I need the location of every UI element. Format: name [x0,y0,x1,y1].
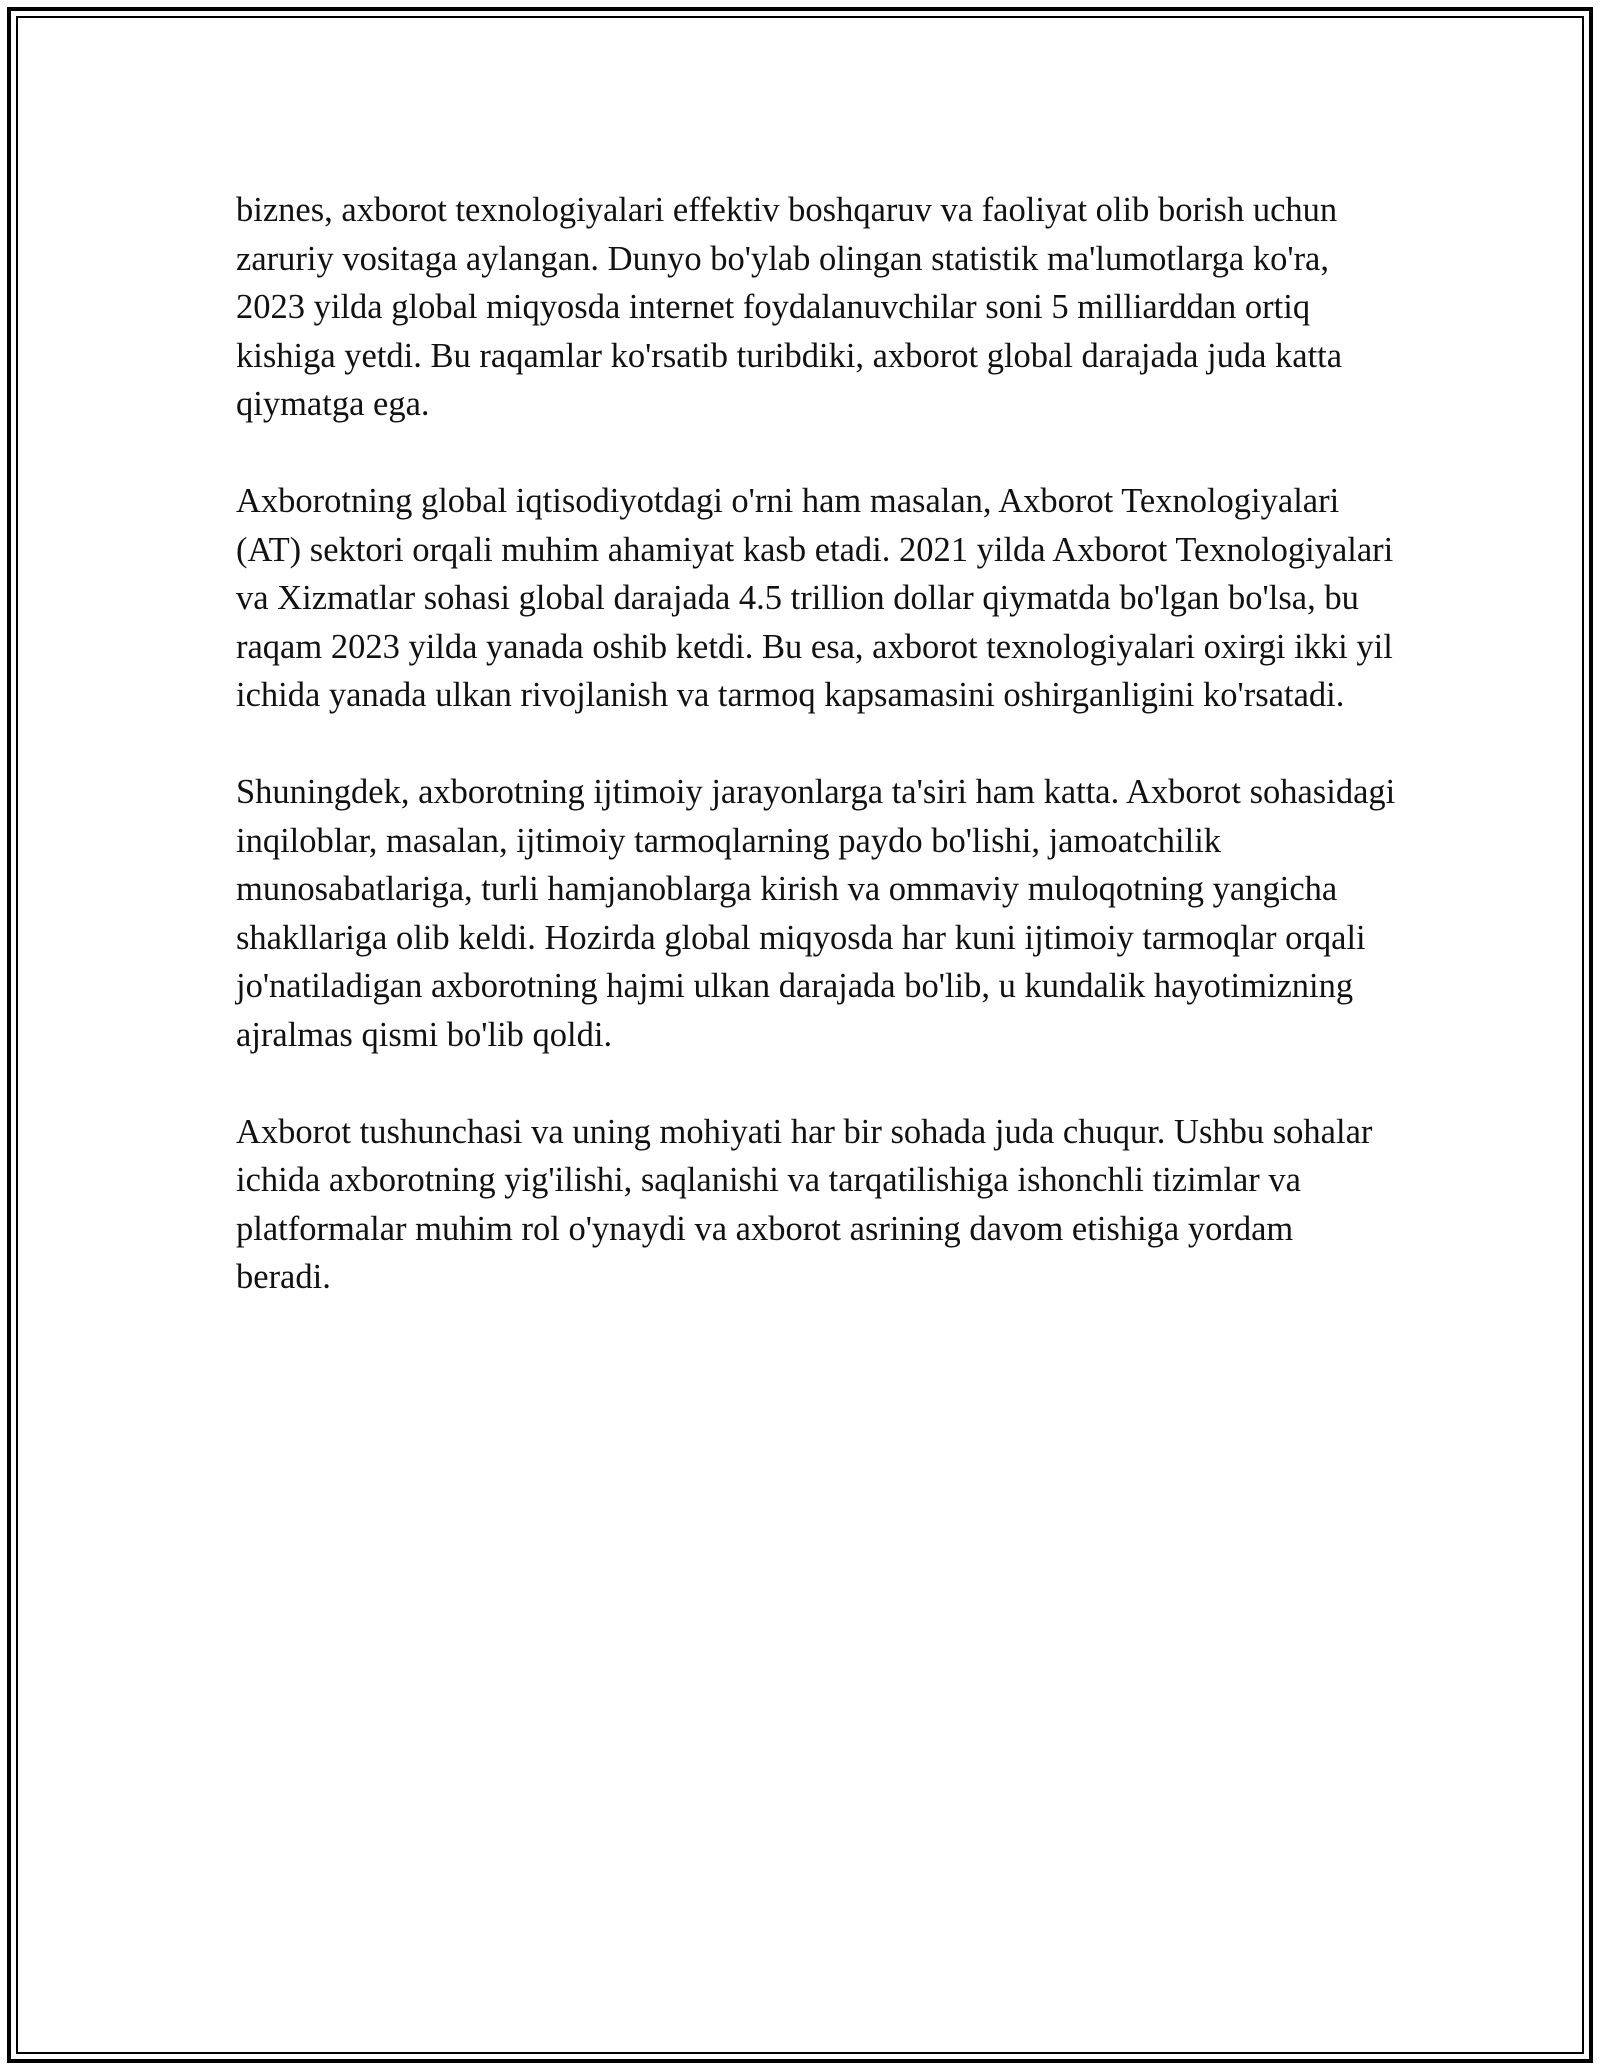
paragraph-2: Axborotning global iqtisodiyotdagi o'rni ham masalan, Axborot Texnologiyalari (AT) sektori orqali muhim ahamiyat kasb etadi. 2021 yilda Axborot Texnologiyalari va Xizmatlar sohasi global darajada 4.5 trillion dollar qiymatda bo'lgan bo'lsa, bu raqam 2023 yilda yanada oshib ketdi. Bu esa, axborot texnologiyalari oxirgi ikki yil ichida yanada ulkan rivojlanish va tarmoq kapsamasini oshirganligini ko'rsatadi. [236,482,1394,714]
paragraph-4: Axborot tushunchasi va uning mohiyati har bir sohada juda chuqur. Ushbu sohalar ichida axborotning yig'ilishi, saqlanishi va tarqatilishiga ishonchli tizimlar va platformalar muhim rol o'ynaydi va axborot asrining davom etishiga yordam beradi. [236,1112,1373,1296]
paragraph-1: biznes, axborot texnologiyalari effektiv boshqaruv va faoliyat olib borish uchun zaruriy vositaga aylangan. Dunyo bo'ylab olingan statistik ma'lumotlarga ko'ra, 2023 yilda global miqyosda internet foydalanuvchilar soni 5 milliarddan ortiq kishiga yetdi. Bu raqamlar ko'rsatib turibdiki, axborot global darajada juda katta qiymatga ega. [236,191,1343,423]
document-body [236,186,1396,1350]
paragraph-3: Shuningdek, axborotning ijtimoiy jarayonlarga ta'siri ham katta. Axborot sohasidagi inqiloblar, masalan, ijtimoiy tarmoqlarning paydo bo'lishi, jamoatchilik munosabatlariga, turli hamjanoblarga kirish va ommaviy muloqotning yangicha shakllariga olib keldi. Hozirda global miqyosda har kuni ijtimoiy tarmoqlar orqali jo'natiladigan axborotning hajmi ulkan darajada bo'lib, u kundalik hayotimizning ajralmas qismi bo'lib qoldi. [236,773,1396,1054]
